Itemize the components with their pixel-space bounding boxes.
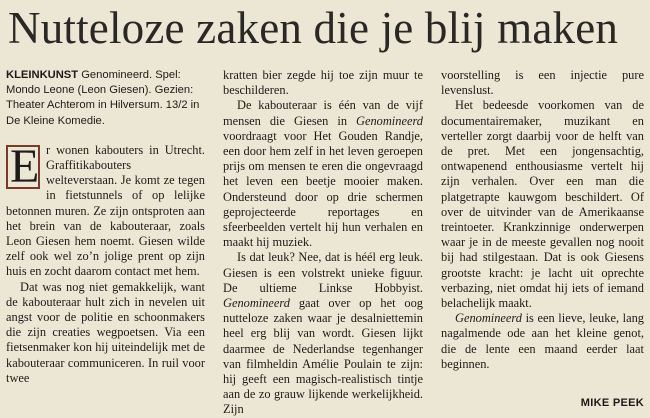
paragraph-4 (223, 98, 423, 250)
article-column-3 (441, 68, 644, 372)
article-column-2 (223, 68, 423, 418)
paragraph-2: Dat was nog niet gemakkelijk, want de kabouteraar hult zich in nevelen uit angst voor de politie en schoonmakers die zijn creaties wegpoetsen. Via een fietsenmaker kon hij uiteindelijk met de kabouteraar communiceren. In ruil voor twee (6, 279, 205, 385)
show-title-italic: Genomineerd (455, 311, 522, 326)
paragraph-5-text-b: gaat over op het oog nutteloze zaken waar je desalniettemin heel erg blij van wordt. Giesen lijkt daarmee de Nederlandse tegenhanger van filmheldin Amélie Poulain te zijn: hij geeft een magisch-realistisch tintje aan de zo grauw lijkende werkelijkheid. Zijn (223, 296, 423, 417)
review-meta (6, 68, 205, 129)
author-byline: MIKE PEEK (580, 397, 644, 409)
paragraph-3: kratten bier zegde hij toe zijn muur te beschilderen. (223, 68, 423, 98)
drop-cap-frame (6, 139, 40, 193)
drop-cap-letter: E (10, 139, 40, 193)
article-column-1 (6, 68, 205, 386)
show-title-italic: Genomineerd (223, 296, 290, 311)
review-meta-text: Genomineerd. Spel: Mondo Leone (Leon Giesen). Gezien: Theater Achterom in Hilversum. 13/2 in De Kleine Komedie. (6, 69, 200, 127)
paragraph-1-text: r wonen kabouters in Utrecht. Graffitikabouters welteverstaan. Je komt ze tegen in fietstunnels of op lelijke betonnen muren. Ze zijn ontsproten aan het brein van de kabouteraar, zoals Leon Giesen hem noemt. Giesen wilde zelf ook wel zo’n jolige prent op zijn huis en zocht daarom contact met hem. (6, 142, 205, 279)
paragraph-8 (441, 311, 644, 372)
paragraph-6: voorstelling is een injectie pure levenslust. (441, 68, 644, 98)
paragraph-4-text-a: De kabouteraar is één van de vijf mensen die Giesen in (223, 98, 423, 128)
paragraph-4-text-b: voordraagt voor Het Gouden Randje, een door hem zelf in het leven geroepen prijs om mensen te eren die ongevraagd het leven een beetje mooier maken. Ondersteund door op drie schermen geprojecteerde reportages en sfeerbeelden vertelt hij hun verhalen en maakt hij muziek. (223, 128, 423, 250)
paragraph-5-text-a: Is dat leuk? Nee, dat is héél erg leuk. Giesen is een volstrekt unieke figuur. De ultieme Linkse Hobbyist. (223, 250, 423, 295)
paragraph-8-text: is een lieve, leuke, lang nagalmende ode aan het kleine genot, die de lente een maand eerder laat beginnen. (441, 311, 644, 371)
paragraph-5 (223, 250, 423, 417)
paragraph-1 (6, 139, 205, 280)
paragraph-7: Het bedeesde voorkomen van de documentairemaker, muzikant en verteller zorgt daarbij voor de helft van de pret. Met een jongensachtig, ontwapenend enthousiasme vertelt hij zijn verhalen. Over een man die platgetrapte kauwgom beschildert. Of over de uitvinder van de Amerikaanse treintoeter. Krankzinnige onderwerpen waar je in de meeste gevallen nog nooit bij had stilgestaan. Dat is ook Giesens grootste kracht: je lacht uit oprechte verbazing, niet omdat hij iets of iemand belachelijk maakt. (441, 98, 644, 311)
section-kicker: KLEINKUNST (6, 69, 79, 81)
article-headline: Nutteloze zaken die je blij maken (8, 3, 619, 53)
show-title-italic: Genomineerd (356, 113, 423, 128)
